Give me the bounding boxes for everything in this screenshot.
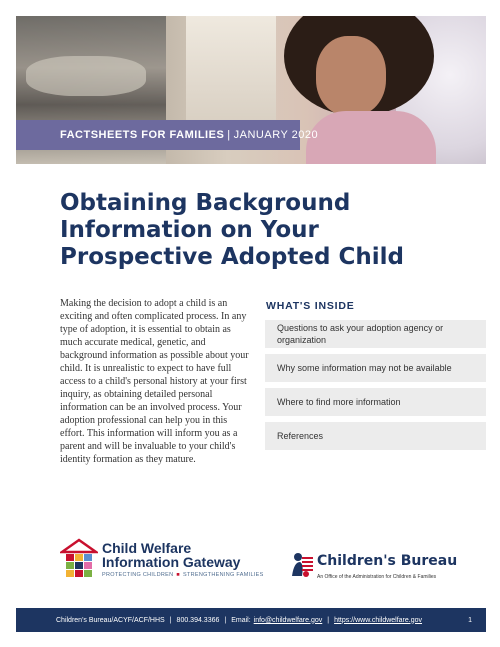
house-blocks-icon [60,538,98,578]
whats-inside-item[interactable]: Questions to ask your adoption agency or organization [265,320,486,348]
whats-inside-heading: WHAT'S INSIDE [266,300,355,312]
footer-email-label: Email: [231,616,251,624]
whats-inside-item[interactable]: Why some information may not be available [265,354,486,382]
series-date: JANUARY 2020 [233,129,319,141]
cwig-tagline: PROTECTING CHILDREN ■ STRENGTHENING FAMILIES [102,572,264,578]
series-name: FACTSHEETS FOR FAMILIES [60,129,225,141]
footer-phone[interactable]: 800.394.3366 [176,616,220,624]
flag-figures-icon [290,552,314,578]
whats-inside-list [265,320,486,456]
footer-org: Children's Bureau/ACYF/ACF/HHS [56,616,165,624]
photo-background-window [186,16,276,126]
whats-inside-item[interactable]: References [265,422,486,450]
footer-email-link[interactable]: info@childwelfare.gov [253,616,323,624]
childrens-bureau-logo [290,552,486,586]
photo-child-face [316,36,386,116]
photo-child-shirt [306,111,436,164]
series-banner [16,120,319,150]
page-number: 1 [468,616,472,624]
cwig-name: Child Welfare Information Gateway [102,540,241,570]
intro-paragraph: Making the decision to adopt a child is an exciting and often complicated process. In any type of adoption, it is essential to obtain as much accurate medical, genetic, and background information as possible about your child. It is unrealistic to expect to have full access to a child's personal history at your first inquiry, as obtaining detailed personal information can be an involved process. Your adoption professional can help you in this effort. This information will inform you as a parent and will be invaluable to your child's identity formation as they mature. [60,298,249,465]
cb-name: Children's Bureau [317,553,458,569]
hero-photo [16,16,486,164]
footer-bar: Children's Bureau/ACYF/ACF/HHS | 800.394.3366 | Email: info@childwelfare.gov | https://www.childwelfare.gov 1 [16,608,486,632]
page-title: Obtaining Background Information on Your Prospective Adopted Child [60,190,404,270]
footer-website-link[interactable]: https://www.childwelfare.gov [334,616,423,624]
whats-inside-item[interactable]: Where to find more information [265,388,486,416]
series-separator: | [227,129,231,141]
cb-subtitle: An Office of the Administration for Children & Families [317,574,437,580]
child-welfare-gateway-logo [60,538,264,584]
